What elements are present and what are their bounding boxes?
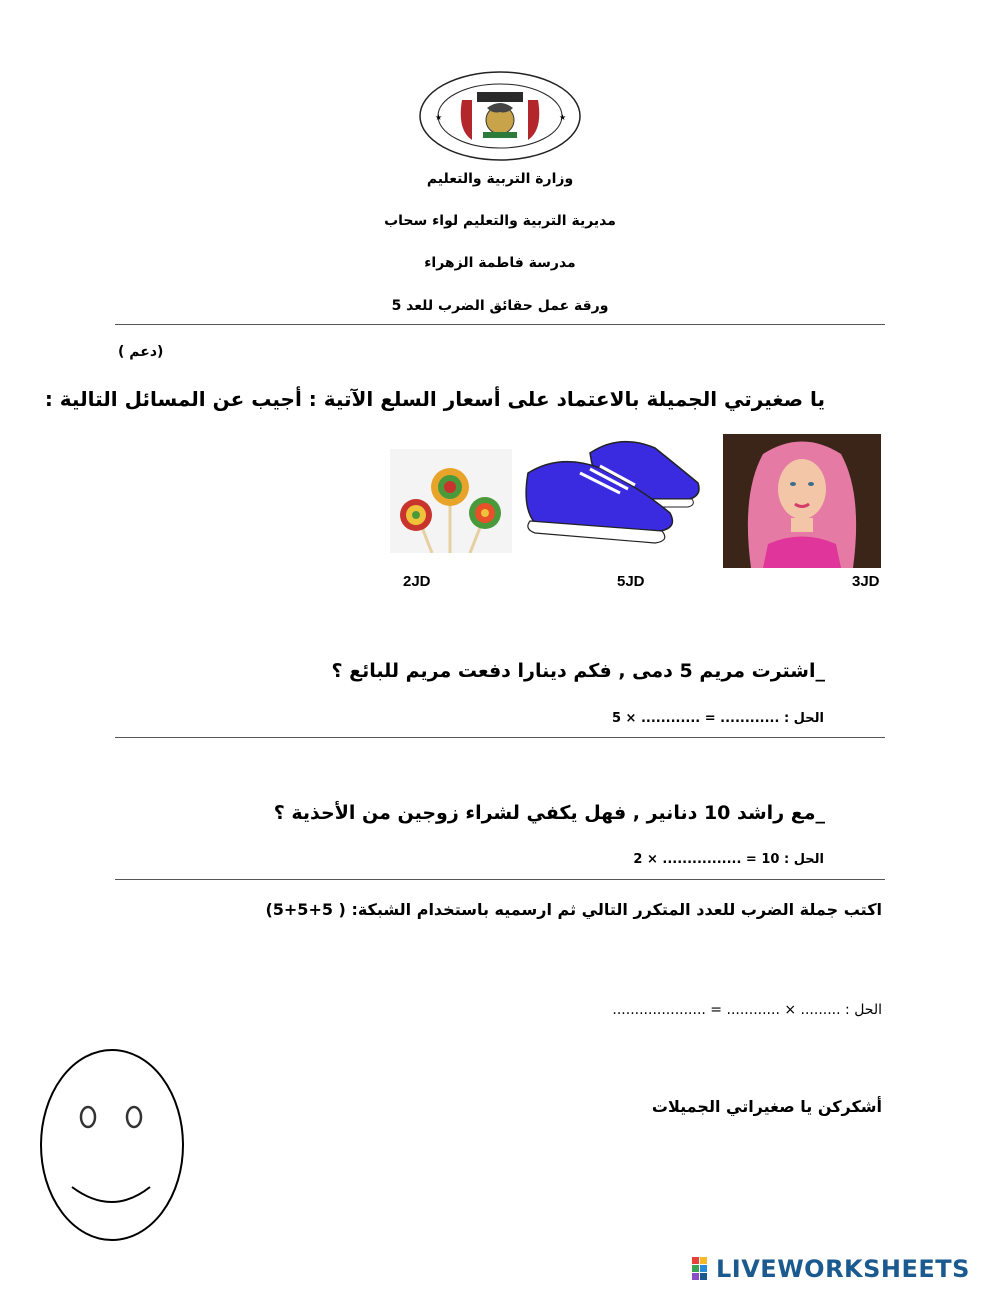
level-tag: (دعم ) bbox=[118, 344, 164, 360]
question3-solution[interactable]: الحل : ......... × ............ = ..................... bbox=[612, 1002, 882, 1018]
shoes-price: 5JD bbox=[617, 573, 645, 590]
divider bbox=[115, 324, 885, 325]
school-name: مدرسة فاطمة الزهراء bbox=[424, 255, 576, 271]
question3-text: اكتب جملة الضرب للعدد المتكرر التالي ثم ارسميه باستخدام الشبكة: ( 5+5+5) bbox=[265, 900, 882, 919]
question1-solution[interactable]: الحل : ............ = ............ × 5 bbox=[611, 711, 824, 726]
svg-text:★: ★ bbox=[435, 113, 443, 122]
liveworksheets-icon bbox=[692, 1257, 716, 1281]
smiley-face-drawing bbox=[38, 1047, 186, 1243]
question2-text: _مع راشد 10 دنانير , فهل يكفي لشراء زوجين من الأحذية ؟ bbox=[273, 802, 825, 824]
directorate-name: مديرية التربية والتعليم لواء سحاب bbox=[384, 213, 616, 229]
lollipops-image bbox=[390, 449, 512, 553]
shoes-image bbox=[520, 433, 705, 546]
closing-text: أشكركن يا صغيراتي الجميلات bbox=[651, 1097, 882, 1116]
question2-solution[interactable]: الحل : 10 = ................ × 2 bbox=[633, 852, 824, 867]
svg-text:★: ★ bbox=[559, 113, 567, 122]
worksheet-title: ورقة عمل حقائق الضرب للعد 5 bbox=[391, 298, 609, 314]
doll-price: 3JD bbox=[852, 573, 880, 590]
ministry-emblem bbox=[417, 70, 583, 162]
question1-text: _اشترت مريم 5 دمى , فكم دينارا دفعت مريم للبائع ؟ bbox=[331, 660, 825, 682]
liveworksheets-logo bbox=[692, 1255, 970, 1283]
lollipop-price: 2JD bbox=[403, 573, 431, 590]
ministry-name: وزارة التربية والتعليم bbox=[426, 171, 574, 187]
liveworksheets-wordmark: LIVEWORKSHEETS bbox=[716, 1255, 970, 1283]
divider bbox=[115, 879, 885, 880]
divider bbox=[115, 737, 885, 738]
instruction-text: يا صغيرتي الجميلة بالاعتماد على أسعار السلع الآتية : أجيب عن المسائل التالية : bbox=[44, 387, 825, 411]
doll-image bbox=[723, 434, 881, 568]
